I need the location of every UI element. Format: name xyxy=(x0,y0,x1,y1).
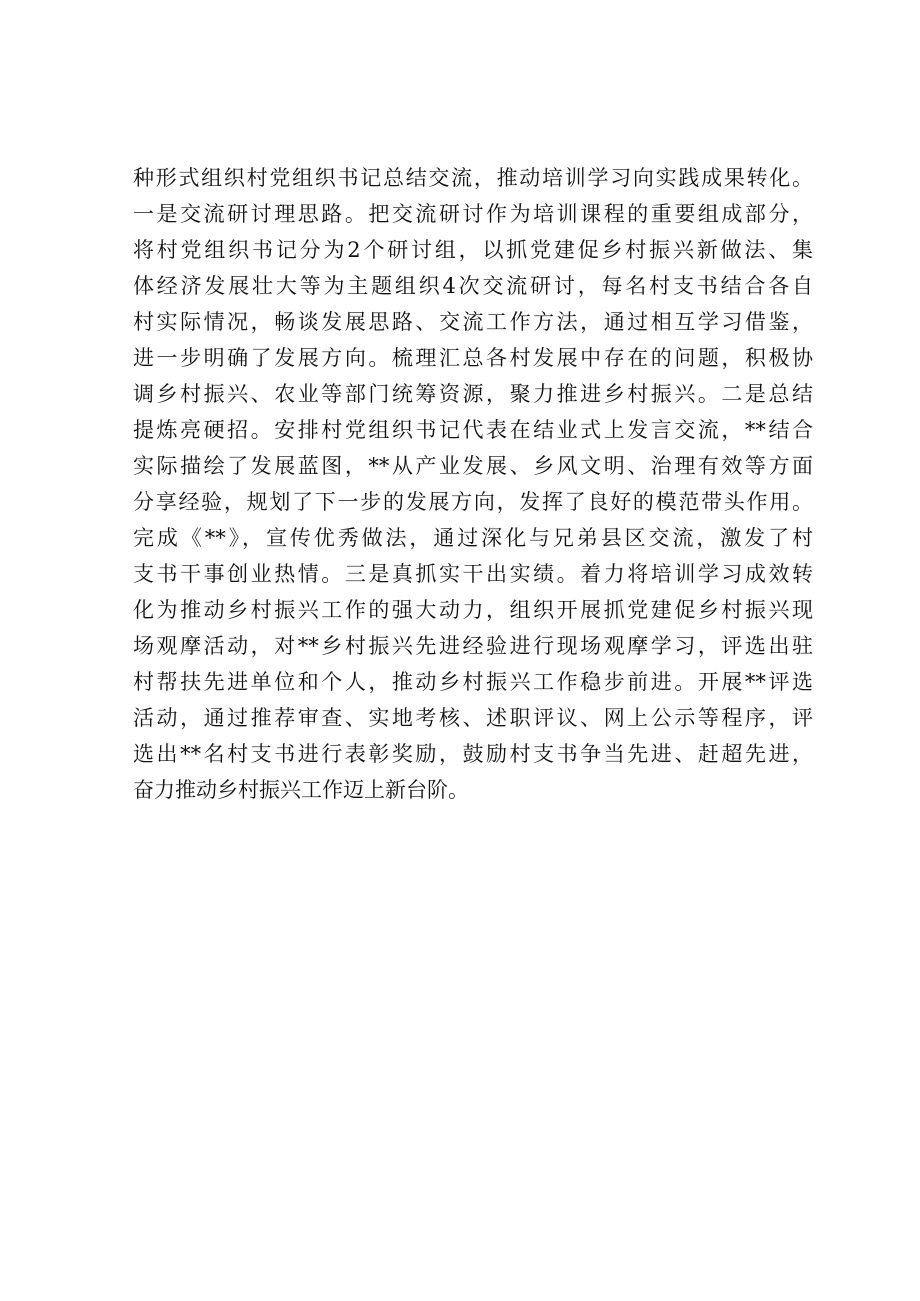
text-line-14: 场观摩活动，对**乡村振兴先进经验进行现场观摩学习，评选出驻 xyxy=(133,634,813,658)
text-line-3: 将村党组织书记分为2个研讨组，以抓党建促乡村振兴新做法、集 xyxy=(133,238,813,262)
text-line-8: 提炼亮硬招。安排村党组织书记代表在结业式上发言交流，**结合 xyxy=(133,418,813,442)
text-line-2: 一是交流研讨理思路。把交流研讨作为培训课程的重要组成部分， xyxy=(133,202,813,226)
text-line-1: 种形式组织村党组织书记总结交流，推动培训学习向实践成果转化。 xyxy=(133,166,813,190)
text-line-11: 完成《**》，宣传优秀做法，通过深化与兄弟县区交流，激发了村 xyxy=(133,526,813,550)
text-line-15: 村帮扶先进单位和个人，推动乡村振兴工作稳步前进。开展**评选 xyxy=(133,670,813,694)
text-line-16: 活动，通过推荐审查、实地考核、述职评议、网上公示等程序，评 xyxy=(133,706,813,730)
text-line-13: 化为推动乡村振兴工作的强大动力，组织开展抓党建促乡村振兴现 xyxy=(133,598,813,622)
text-line-4: 体经济发展壮大等为主题组织4次交流研讨，每名村支书结合各自 xyxy=(133,274,813,298)
text-line-5: 村实际情况，畅谈发展思路、交流工作方法，通过相互学习借鉴， xyxy=(133,310,813,334)
text-line-6: 进一步明确了发展方向。梳理汇总各村发展中存在的问题，积极协 xyxy=(133,346,813,370)
text-line-18: 奋力推动乡村振兴工作迈上新台阶。 xyxy=(133,778,469,802)
text-line-10: 分享经验，规划了下一步的发展方向，发挥了良好的模范带头作用。 xyxy=(133,490,813,514)
text-line-17: 选出**名村支书进行表彰奖励，鼓励村支书争当先进、赶超先进， xyxy=(133,742,813,766)
text-line-12: 支书干事创业热情。三是真抓实干出实绩。着力将培训学习成效转 xyxy=(133,562,813,586)
text-line-7: 调乡村振兴、农业等部门统筹资源，聚力推进乡村振兴。二是总结 xyxy=(133,382,813,406)
body-paragraph xyxy=(133,160,813,808)
text-line-9: 实际描绘了发展蓝图，**从产业发展、乡风文明、治理有效等方面 xyxy=(133,454,813,478)
